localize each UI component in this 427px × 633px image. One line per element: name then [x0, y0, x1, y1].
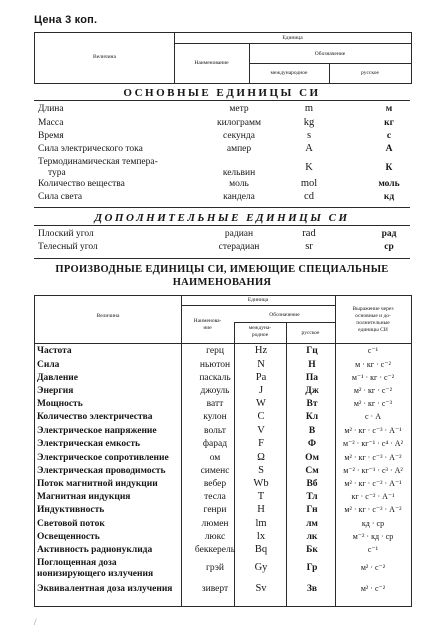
russian-symbol: кг: [384, 118, 394, 128]
unit-name: кулон: [203, 412, 227, 422]
unit-name: сименс: [200, 466, 230, 476]
unit-name: фарад: [202, 439, 228, 449]
quantity-name-continued: тура: [48, 168, 66, 178]
header-rule: [174, 43, 411, 44]
stray-mark: /: [34, 617, 37, 627]
unit-name: ампер: [226, 144, 252, 154]
quantity-name: Частота: [37, 346, 72, 356]
table-row: [34, 144, 410, 157]
header-unit: Единица: [282, 35, 303, 41]
unit-name: люмен: [201, 519, 229, 529]
header-international-continued: родное: [251, 332, 269, 338]
quantity-name: Активность радионуклида: [37, 545, 153, 555]
russian-symbol: Дж: [305, 386, 319, 396]
quantity-name: Количество вещества: [38, 179, 125, 189]
russian-symbol: К: [385, 163, 393, 173]
table-row: [35, 426, 411, 440]
si-expression: м⁻² · кд · ср: [352, 532, 394, 541]
quantity-name: Количество электричества: [37, 412, 153, 422]
intl-symbol: Sv: [255, 583, 267, 594]
intl-symbol: Ω: [257, 452, 265, 463]
table-row: [34, 179, 410, 192]
unit-name: секунда: [223, 131, 255, 141]
table-row: [34, 131, 410, 144]
quantity-name: Энергия: [37, 386, 74, 396]
unit-name: люкс: [204, 532, 226, 542]
intl-symbol: F: [258, 438, 264, 449]
intl-symbol: Wb: [253, 478, 269, 489]
base-units-title: ОСНОВНЫЕ ЕДИНИЦЫ СИ: [123, 87, 321, 99]
quantity-name: Индуктивность: [37, 505, 105, 515]
table-row: [35, 584, 411, 598]
table-row: [35, 346, 411, 360]
table-row: [35, 412, 411, 426]
header-rule: [249, 63, 411, 64]
derived-units-title-continued: НАИМЕНОВАНИЯ: [172, 277, 272, 288]
unit-name: метр: [229, 104, 249, 114]
table-row: [35, 373, 411, 387]
section-rule: [34, 225, 410, 226]
section-rule: [34, 207, 410, 208]
russian-symbol: ср: [384, 242, 394, 252]
table-row: [34, 192, 410, 205]
unit-name: грэй: [205, 563, 225, 573]
intl-symbol: Gy: [254, 562, 268, 573]
unit-name: герц: [206, 346, 224, 356]
russian-symbol: В: [308, 426, 316, 436]
si-expression: с⁻¹: [367, 346, 379, 355]
si-expression: м² · кг · с⁻³ · А⁻¹: [344, 426, 402, 435]
table-row: [34, 104, 410, 117]
si-expression: с · А: [365, 412, 381, 421]
quantity-name: Термодинамическая темпера-: [38, 157, 158, 167]
table-row: [35, 545, 411, 559]
intl-symbol: Pa: [255, 372, 267, 383]
quantity-name: Электрическое напряжение: [37, 426, 157, 436]
unit-name: джоуль: [200, 386, 230, 396]
header-designation: Обозначение: [314, 51, 346, 57]
table-row: [35, 466, 411, 480]
russian-symbol: Ф: [307, 439, 317, 449]
intl-symbol: W: [256, 398, 266, 409]
header-unit: Единица: [247, 297, 269, 303]
quantity-name: Время: [38, 131, 64, 141]
header-designation: Обозначение: [269, 312, 300, 318]
table-row: [35, 479, 411, 493]
russian-symbol: Н: [308, 360, 316, 370]
russian-symbol: А: [385, 144, 393, 154]
unit-name: зиверт: [201, 584, 229, 594]
header-rule: [234, 322, 335, 323]
si-expression: м² · кг · с⁻² · А⁻²: [344, 505, 402, 514]
russian-symbol: Гц: [306, 346, 318, 356]
header-expression-line3: полнительные: [356, 320, 390, 326]
intl-symbol: kg: [303, 117, 315, 128]
table-row: [35, 558, 411, 582]
russian-symbol: Вт: [306, 399, 318, 409]
header-russian: русское: [301, 330, 320, 336]
quantity-name: Давление: [37, 373, 79, 383]
unit-name: килограмм: [216, 118, 262, 128]
table-row: [35, 505, 411, 519]
quantity-name: Телесный угол: [38, 242, 98, 252]
header-international: международное: [270, 70, 308, 76]
table-row: [34, 157, 410, 181]
header-rule: [181, 305, 335, 306]
quantity-name: Сила света: [38, 192, 83, 202]
intl-symbol: rad: [302, 228, 316, 239]
unit-name: моль: [229, 179, 249, 189]
russian-symbol: лк: [306, 532, 318, 542]
unit-name: паскаль: [199, 373, 231, 383]
section-rule: [34, 100, 410, 101]
quantity-name: Поток магнитной индукции: [37, 479, 158, 489]
intl-symbol: lm: [255, 518, 267, 529]
table-row: [34, 242, 410, 255]
unit-name: тесла: [204, 492, 226, 502]
si-expression: м² · кг · с⁻³: [353, 399, 393, 408]
russian-symbol: кд: [383, 192, 395, 202]
unit-name: радиан: [224, 229, 254, 239]
intl-symbol: mol: [300, 178, 318, 189]
header-international: междуна-: [248, 325, 272, 331]
intl-symbol: cd: [304, 191, 314, 202]
intl-symbol: sr: [305, 241, 313, 252]
intl-symbol: V: [257, 425, 265, 436]
unit-name: кандела: [223, 192, 255, 202]
unit-name: кельвин: [222, 168, 256, 178]
derived-units-table: [34, 295, 412, 607]
table-row: [35, 360, 411, 374]
intl-symbol: m: [304, 103, 314, 114]
intl-symbol: C: [257, 411, 265, 422]
quantity-name: Сила: [37, 360, 60, 370]
header-name: Наименование: [194, 60, 229, 66]
quantity-name: Длина: [38, 104, 64, 114]
table-row: [34, 118, 410, 131]
intl-symbol: s: [306, 130, 312, 141]
intl-symbol: T: [257, 491, 265, 502]
table-row: [35, 453, 411, 467]
section-rule: [34, 258, 410, 259]
quantity-name-continued: ионизирующего излучения: [37, 569, 154, 579]
russian-symbol: Ом: [305, 453, 319, 463]
intl-symbol: Hz: [254, 345, 268, 356]
table-row: [34, 229, 410, 242]
si-expression: м² · кг · с⁻² · А⁻¹: [344, 479, 402, 488]
header-expression-line4: единицы СИ: [358, 327, 388, 333]
si-expression: м⁻² · кг⁻¹ · с³ · А²: [343, 466, 403, 475]
quantity-name: Магнитная индукция: [37, 492, 131, 502]
russian-symbol: моль: [378, 179, 400, 189]
si-expression: м² · с⁻²: [360, 584, 386, 593]
header-name: Наименова-: [193, 318, 222, 324]
quantity-name: Поглощенная доза: [37, 558, 117, 568]
russian-symbol: Тл: [306, 492, 318, 502]
price-label: Цена 3 коп.: [34, 14, 98, 26]
unit-name: генри: [203, 505, 227, 515]
header-russian: русское: [361, 70, 379, 76]
header-quantity: Величина: [96, 313, 120, 319]
intl-symbol: lx: [256, 531, 266, 542]
intl-symbol: H: [257, 504, 265, 515]
si-expression: м² · кг · с⁻²: [353, 386, 393, 395]
si-expression: м² · с⁻²: [360, 563, 386, 572]
header-expression: Выражение через: [352, 306, 394, 312]
quantity-name: Сила электрического тока: [38, 144, 143, 154]
unit-name: ватт: [206, 399, 224, 409]
si-expression: м⁻¹ · кг · с⁻²: [351, 373, 395, 382]
unit-name: ом: [209, 453, 221, 463]
intl-symbol: N: [257, 359, 265, 370]
intl-symbol: K: [305, 162, 313, 173]
header-quantity: Величина: [93, 54, 116, 60]
intl-symbol: S: [258, 465, 264, 476]
russian-symbol: м: [385, 104, 393, 114]
russian-symbol: См: [305, 466, 319, 476]
unit-name: беккерель: [194, 545, 236, 555]
unit-name: вебер: [203, 479, 227, 489]
russian-symbol: Гн: [306, 505, 318, 515]
intl-symbol: J: [258, 385, 264, 396]
table-row: [35, 439, 411, 453]
russian-symbol: Бк: [306, 545, 318, 555]
quantity-name: Масса: [38, 118, 64, 128]
russian-symbol: Кл: [305, 412, 319, 422]
quantity-name: Электрическая емкость: [37, 439, 141, 449]
table-row: [35, 399, 411, 413]
derived-units-title: ПРОИЗВОДНЫЕ ЕДИНИЦЫ СИ, ИМЕЮЩИЕ СПЕЦИАЛЬНЫЕ: [55, 264, 389, 275]
quantity-name: Электрическая проводимость: [37, 466, 166, 476]
intl-symbol: Bq: [254, 544, 268, 555]
russian-symbol: с: [386, 131, 392, 141]
russian-symbol: лм: [306, 519, 318, 529]
supplementary-units-title: ДОПОЛНИТЕЛЬНЫЕ ЕДИНИЦЫ СИ: [94, 212, 350, 224]
table-row: [35, 386, 411, 400]
quantity-name: Освещенность: [37, 532, 100, 542]
table-row: [35, 532, 411, 546]
quantity-name: Плоский угол: [38, 229, 94, 239]
si-expression: м⁻² · кг⁻¹ · с⁴ · А²: [343, 439, 403, 448]
intl-symbol: A: [305, 143, 313, 154]
si-expression: кд · ср: [361, 519, 385, 528]
header-name-continued: ние: [203, 325, 212, 331]
quantity-name: Электрическое сопротивление: [37, 453, 169, 463]
unit-name: ньютон: [199, 360, 231, 370]
quantity-name: Световой поток: [37, 519, 105, 529]
unit-name: стерадиан: [218, 242, 260, 252]
header-expression-line2: основные и до-: [355, 313, 391, 319]
si-expression: кг · с⁻² · А⁻¹: [351, 492, 395, 501]
russian-symbol: Па: [305, 373, 319, 383]
si-expression: м · кг · с⁻²: [355, 360, 391, 369]
si-expression: с⁻¹: [367, 545, 379, 554]
russian-symbol: Зв: [306, 584, 318, 594]
table-row: [35, 519, 411, 533]
si-expression: м² · кг · с⁻³ · А⁻²: [344, 453, 402, 462]
base-table-header: [34, 32, 412, 84]
russian-symbol: Гр: [306, 563, 318, 573]
russian-symbol: Вб: [306, 479, 318, 489]
russian-symbol: рад: [381, 229, 397, 239]
header-rule: [35, 343, 411, 344]
quantity-name: Мощность: [37, 399, 83, 409]
table-row: [35, 492, 411, 506]
quantity-name: Эквивалентная доза излучения: [37, 584, 173, 594]
unit-name: вольт: [204, 426, 226, 436]
